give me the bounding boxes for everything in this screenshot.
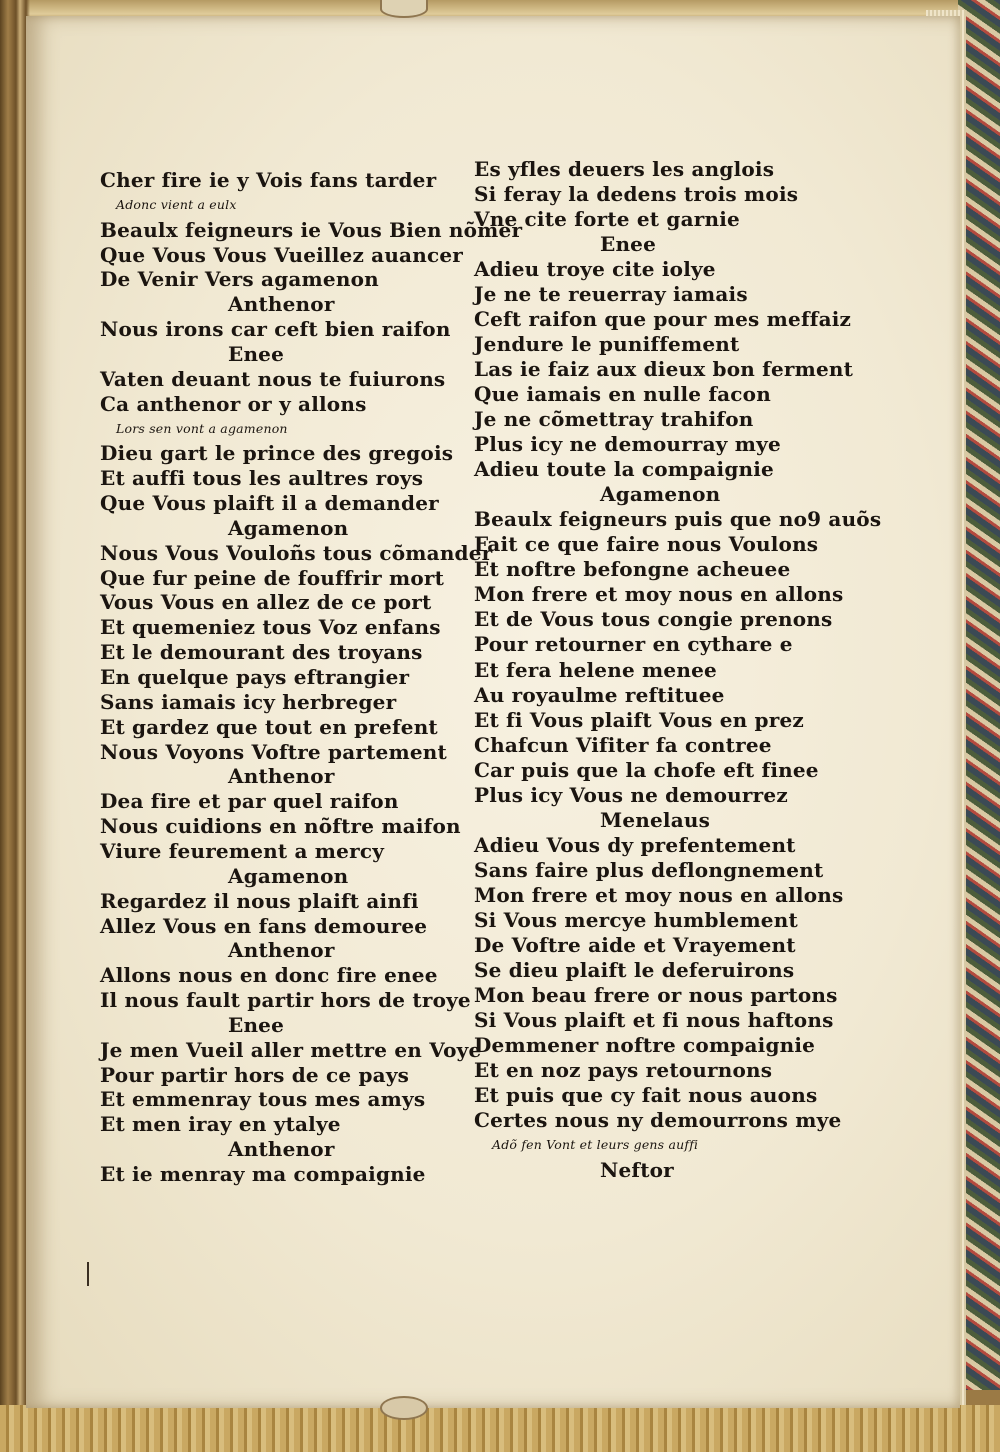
verse-line: Dieu gart le prince des gregois — [100, 441, 454, 466]
verse-line: Et auffi tous les aultres roys — [100, 466, 424, 491]
verse-line: Et fi Vous plaift Vous en prez — [474, 707, 804, 732]
verse-line: Nous Vous Vouloñs tous cõmander — [100, 540, 493, 565]
verse-line: Car puis que la chofe eft finee — [474, 757, 819, 782]
verse-line: Et puis que cy fait nous auons — [474, 1082, 818, 1107]
speaker-name: Anthenor — [228, 764, 335, 789]
verse-line: Que Vous Vous Vueillez auancer — [100, 242, 464, 267]
speaker-name: Enee — [228, 1012, 285, 1037]
verse-line: Jendure le puniffement — [474, 332, 740, 357]
verse-line: Et men iray en ytalye — [100, 1112, 341, 1137]
verse-line: Que iamais en nulle facon — [474, 382, 771, 407]
verse-line: Allez Vous en fans demouree — [100, 913, 428, 938]
speaker-name: Anthenor — [228, 938, 335, 963]
verse-line: Mon frere et moy nous en allons — [474, 582, 844, 607]
verse-line: En quelque pays eftrangier — [100, 665, 410, 689]
verse-line: Il nous fault partir hors de troye — [100, 988, 471, 1013]
speaker-name: Enee — [600, 232, 657, 257]
verse-line: Si Vous plaift et fi nous haftons — [474, 1007, 834, 1032]
verse-line: Fait ce que faire nous Voulons — [474, 532, 819, 557]
verse-line: Ceft raifon que pour mes meffaiz — [474, 307, 852, 332]
verse-line: Adieu troye cite iolye — [474, 257, 716, 282]
verse-line: Plus icy ne demourray mye — [474, 432, 781, 457]
verse-line: Si Vous mercye humblement — [474, 907, 798, 932]
verse-line: Vous Vous en allez de ce port — [100, 590, 432, 615]
verse-line: Vne cite forte et garnie — [474, 207, 740, 232]
speaker-name: Agamenon — [228, 863, 349, 888]
verse-line: De Voftre aide et Vrayement — [474, 932, 796, 957]
verse-line: Nous cuidions en nõftre maifon — [100, 814, 461, 839]
verse-line: Adieu Vous dy prefentement — [474, 832, 796, 857]
stage-direction: Adõ fen Vont et leurs gens auffi — [492, 1136, 699, 1152]
verse-line: Et noftre befongne acheuee — [474, 557, 791, 582]
verse-line: De Venir Vers agamenon — [100, 267, 379, 292]
verse-line: Es yfles deuers les anglois — [474, 157, 775, 181]
verse-line: Je ne cõmettray trahifon — [474, 407, 754, 432]
bottom-clasp — [380, 1396, 428, 1420]
verse-line: Si feray la dedens trois mois — [474, 182, 799, 207]
speaker-name: Anthenor — [228, 292, 335, 317]
verse-line: Cher fire ie y Vois fans tarder — [100, 168, 437, 192]
verse-line: Et emmenray tous mes amys — [100, 1087, 426, 1112]
verse-line: Nous Voyons Voftre partement — [100, 739, 447, 764]
verse-line: Las ie faiz aux dieux bon ferment — [474, 357, 854, 382]
verse-line: Vaten deuant nous te fuiurons — [100, 366, 446, 391]
verse-line: Je men Vueil aller mettre en Voye — [100, 1037, 482, 1062]
verse-line: Mon frere et moy nous en allons — [474, 882, 844, 907]
speaker-name: Agamenon — [600, 482, 721, 507]
speaker-name: Enee — [228, 341, 285, 366]
verse-line: Beaulx feigneurs puis que no9 auõs — [474, 507, 882, 532]
verse-line: Mon beau frere or nous partons — [474, 982, 838, 1007]
verse-line: Viure feurement a mercy — [100, 838, 385, 863]
verse-line: Chafcun Vifiter fa contree — [474, 732, 772, 757]
verse-line: Que Vous plaift il a demander — [100, 491, 439, 516]
gilt-bottom-edge — [0, 1405, 1000, 1452]
verse-line: Certes nous ny demourrons mye — [474, 1107, 842, 1132]
margin-mark — [87, 1262, 89, 1286]
verse-line: Beaulx feigneurs ie Vous Bien nõmer — [100, 217, 523, 242]
verse-line: Et le demourant des troyans — [100, 640, 423, 665]
verse-line: Et ie menray ma compaignie — [100, 1162, 426, 1186]
verse-line: Et en noz pays retournons — [474, 1057, 773, 1082]
verse-line: Allons nous en donc fire enee — [100, 963, 438, 988]
speaker-name: Menelaus — [600, 807, 711, 832]
verse-line: Pour retourner en cythare e — [474, 632, 793, 657]
verse-line: Et quemeniez tous Voz enfans — [100, 615, 441, 640]
verse-line: Dea fire et par quel raifon — [100, 789, 399, 814]
verse-line: Se dieu plaift le deferuirons — [474, 957, 795, 982]
verse-line: Regardez il nous plaift ainfi — [100, 888, 419, 913]
verse-line: Pour partir hors de ce pays — [100, 1062, 410, 1087]
verse-line: Je ne te reuerray iamais — [474, 282, 748, 307]
verse-line: Sans iamais icy herbreger — [100, 689, 397, 714]
verse-line: Au royaulme reftituee — [474, 682, 725, 707]
top-clasp — [380, 0, 428, 18]
verse-line: Que fur peine de fouffrir mort — [100, 565, 445, 590]
speaker-name: Agamenon — [228, 515, 349, 540]
stage-direction: Lors sen vont a agamenon — [116, 420, 288, 436]
verse-line: Sans faire plus deflongnement — [474, 857, 824, 882]
verse-line: Et gardez que tout en prefent — [100, 714, 438, 739]
verse-line: Adieu toute la compaignie — [474, 457, 774, 482]
verse-line: Et de Vous tous congie prenons — [474, 607, 833, 632]
verse-line: Ca anthenor or y allons — [100, 391, 367, 416]
verse-line: Plus icy Vous ne demourrez — [474, 782, 788, 807]
stage-direction: Adonc vient a eulx — [116, 196, 237, 212]
verse-line: Et fera helene menee — [474, 657, 717, 682]
speaker-name: Neftor — [600, 1158, 674, 1182]
speaker-name: Anthenor — [228, 1137, 335, 1162]
verse-line: Demmener noftre compaignie — [474, 1032, 816, 1057]
verse-line: Nous irons car ceft bien raifon — [100, 317, 451, 342]
